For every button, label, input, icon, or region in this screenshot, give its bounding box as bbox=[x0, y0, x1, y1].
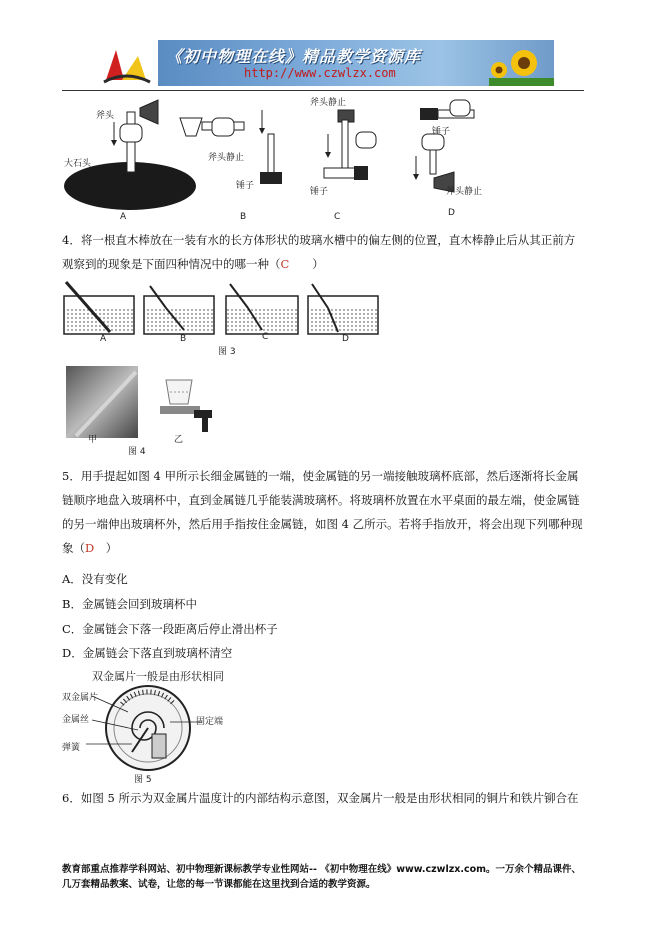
label-axe-d: 斧头静止 bbox=[446, 187, 483, 197]
q5-option-a: A．没有变化 bbox=[62, 572, 128, 586]
tank-b bbox=[144, 286, 214, 334]
axe-figure-a bbox=[64, 100, 196, 210]
tank-c bbox=[226, 284, 298, 334]
axe-figure-d bbox=[413, 100, 474, 192]
q4-line-2: 观察到的现象是下面四种情况中的哪一种（C ） bbox=[62, 257, 324, 271]
label-d: D bbox=[448, 208, 455, 218]
q5-option-b: B．金属链会回到玻璃杯中 bbox=[62, 597, 197, 611]
fig5-label-chain: 金属丝 bbox=[62, 715, 90, 725]
fig3-label-b: B bbox=[180, 334, 187, 344]
q6-line-1: 6．如图 5 所示为双金属片温度计的内部结构示意图，双金属片一般是由形状相同的铜片和铁片铆合在 bbox=[62, 791, 579, 805]
hand-shape bbox=[120, 124, 142, 142]
fig3-label-d: D bbox=[342, 334, 349, 344]
axe-figure-b bbox=[180, 110, 282, 184]
fig5-label-bimetal: 双金属片 bbox=[62, 693, 99, 703]
q5-line-3: 的另一端伸出玻璃杯外，然后用手指按住金属链，如图 4 乙所示。若将手指放开，将会出现下列哪种现 bbox=[62, 517, 583, 531]
label-rock: 大石头 bbox=[64, 159, 92, 169]
label-b: B bbox=[240, 212, 247, 222]
fig5-top-text: 双金属片一般是由形状相同 bbox=[92, 670, 224, 683]
q5-answer: D bbox=[85, 541, 95, 555]
footer bbox=[62, 862, 602, 892]
q4-line-1: 4．将一根直木棒放在一装有水的长方体形状的玻璃水槽中的偏左侧的位置，直木棒静止后从其正前方 bbox=[62, 233, 576, 247]
header-banner bbox=[94, 40, 554, 86]
fig5-label-spring: 弹簧 bbox=[62, 743, 81, 753]
label-axe-a: 斧头 bbox=[96, 111, 115, 121]
chain-photo bbox=[66, 366, 138, 438]
header-rule bbox=[62, 90, 584, 91]
banner-title: 《初中物理在线》精品教学资源库 bbox=[166, 47, 422, 66]
q5-option-c: C．金属链会下落一段距离后停止滑出杯子 bbox=[62, 622, 278, 636]
label-c: C bbox=[334, 212, 341, 222]
fig3-caption: 图 3 bbox=[218, 347, 236, 357]
fig4-label-yi: 乙 bbox=[174, 435, 184, 445]
q5-text bbox=[62, 464, 622, 560]
q5-line-4: 象（D ） bbox=[62, 541, 118, 555]
fig4-caption: 图 4 bbox=[128, 447, 146, 457]
hammer-shape bbox=[260, 172, 282, 184]
fig4-label-jia: 甲 bbox=[88, 435, 98, 445]
fig5-caption: 图 5 bbox=[134, 775, 152, 785]
tank-a bbox=[64, 282, 134, 334]
axe-figure bbox=[62, 94, 482, 220]
figure-3 bbox=[62, 280, 382, 350]
footer-line-1: 教育部重点推荐学科网站、初中物理新课标教学专业性网站-- 《初中物理在线》www.czwlzx.com。一万余个精品课件、 bbox=[62, 864, 582, 875]
q5-line-1: 5．用手提起如图 4 甲所示长细金属链的一端，使金属链的另一端接触玻璃杯底部，然后逐渐将长金属 bbox=[62, 469, 579, 483]
fig5-label-fixed: 固定端 bbox=[196, 717, 224, 727]
label-axe-b: 斧头静止 bbox=[208, 153, 245, 163]
fig3-label-c: C bbox=[262, 332, 269, 342]
q5-option-d: D．金属链会下落直到玻璃杯清空 bbox=[62, 646, 233, 660]
label-hammer-b: 锤子 bbox=[236, 181, 255, 191]
banner-url[interactable]: http://www.czwlzx.com bbox=[244, 66, 396, 80]
tank-d bbox=[308, 284, 378, 334]
q4-answer: C bbox=[280, 257, 290, 271]
fig3-label-a: A bbox=[100, 334, 107, 344]
label-a: A bbox=[120, 212, 127, 222]
q4-text bbox=[62, 228, 622, 276]
axe-head-shape bbox=[140, 100, 158, 124]
q5-line-2: 链顺序地盘入玻璃杯中，直到金属链几乎能装满玻璃杯。将玻璃杯放置在水平桌面的最左端，使金属链 bbox=[62, 493, 580, 507]
label-hammer-d: 锤子 bbox=[432, 127, 451, 137]
label-axe-c: 斧头静止 bbox=[310, 98, 347, 108]
label-hammer-c: 锤子 bbox=[310, 187, 329, 197]
axe-figure-c bbox=[324, 110, 376, 180]
footer-line-2: 几万套精品教案、试卷，让您的每一节课都能在这里找到合适的教学资源。 bbox=[62, 879, 376, 890]
